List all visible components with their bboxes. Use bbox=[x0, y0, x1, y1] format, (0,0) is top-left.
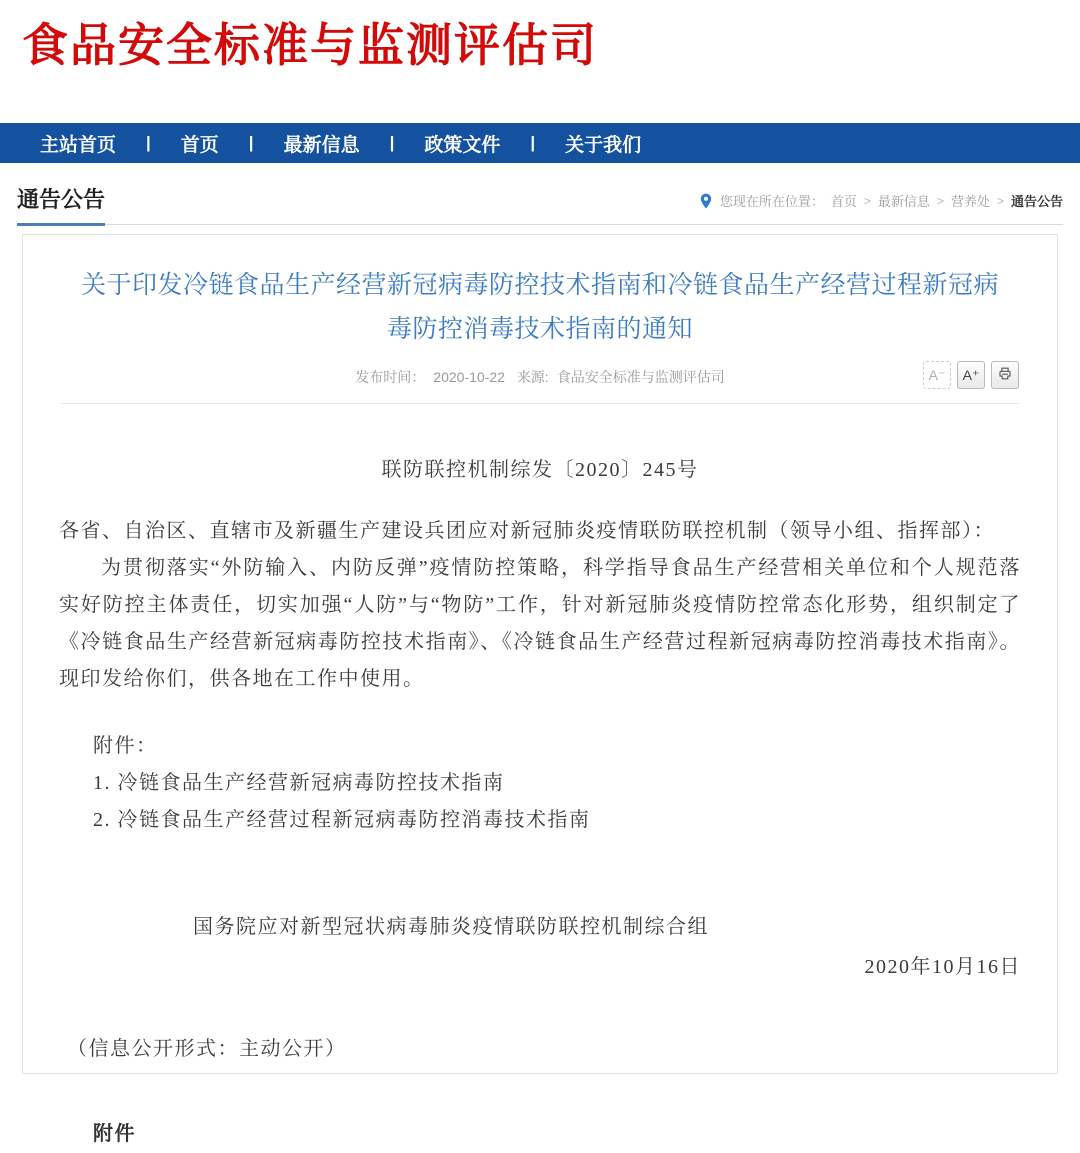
breadcrumb-item-current: 通告公告 bbox=[1010, 194, 1063, 209]
nav-item-about-us[interactable]: 关于我们 bbox=[565, 134, 642, 156]
breadcrumb-separator: > bbox=[863, 193, 871, 208]
nav-separator: | bbox=[530, 133, 536, 152]
breadcrumb-separator: > bbox=[936, 193, 944, 208]
meta-divider bbox=[61, 403, 1019, 404]
article-meta bbox=[59, 361, 1021, 403]
print-button[interactable] bbox=[991, 361, 1019, 389]
signing-date: 2020年10月16日 bbox=[864, 956, 1021, 978]
section-bar bbox=[17, 163, 1063, 225]
attachments-list bbox=[93, 728, 1021, 839]
body-paragraph: 为贯彻落实“外防输入、内防反弹”疫情防控策略，科学指导食品生产经营相关单位和个人规范落实好防控主体责任，切实加强“人防”与“物防”工作，针对新冠肺炎疫情防控常态化形势，组织制定了《冷链食品生产经营新冠病毒防控技术指南》、《冷链食品生产经营过程新冠病毒防控消毒技术指南》。现印发给你们，供各地在工作中使用。 bbox=[59, 557, 1021, 690]
nav-item-home[interactable]: 首页 bbox=[180, 134, 219, 156]
breadcrumb bbox=[699, 191, 1063, 224]
article-toolbar bbox=[923, 361, 1019, 389]
source-label: 来源: bbox=[516, 369, 549, 385]
breadcrumb-item-latest-news[interactable]: 最新信息 bbox=[877, 194, 930, 209]
article-title: 关于印发冷链食品生产经营新冠病毒防控技术指南和冷链食品生产经营过程新冠病毒防控消毒技术指南的通知 bbox=[80, 271, 999, 343]
attachments-label: 附件： bbox=[93, 735, 158, 757]
nav-item-main-site-home[interactable]: 主站首页 bbox=[40, 134, 117, 156]
document-number: 联防联控机制综发〔2020〕245号 bbox=[381, 459, 699, 481]
breadcrumb-separator: > bbox=[996, 193, 1004, 208]
nav-item-latest-news[interactable]: 最新信息 bbox=[283, 134, 360, 156]
nav-item-policy-documents[interactable]: 政策文件 bbox=[424, 134, 501, 156]
article-container bbox=[22, 234, 1058, 1145]
section-title: 通告公告 bbox=[17, 183, 105, 226]
nav-separator: | bbox=[146, 133, 151, 152]
font-decrease-button[interactable]: A⁻ bbox=[923, 361, 951, 389]
publish-time-label: 发布时间： bbox=[355, 369, 426, 385]
location-pin-icon bbox=[699, 193, 713, 209]
attachments-footer-label: 附件 bbox=[93, 1123, 136, 1145]
signing-organization: 国务院应对新型冠状病毒肺炎疫情联防联控机制综合组 bbox=[193, 916, 709, 938]
attachment-item: 1. 冷链食品生产经营新冠病毒防控技术指南 bbox=[93, 772, 505, 794]
printer-icon bbox=[997, 366, 1013, 384]
disclosure-note: （信息公开形式：主动公开） bbox=[67, 1038, 347, 1060]
site-title: 食品安全标准与监测评估司 bbox=[22, 19, 598, 71]
article-body bbox=[59, 452, 1021, 1153]
nav-separator: | bbox=[248, 133, 254, 152]
salutation: 各省、自治区、直辖市及新疆生产建设兵团应对新冠肺炎疫情联防联控机制（领导小组、指挥部）： bbox=[59, 520, 995, 542]
breadcrumb-label: 您现在所在位置： bbox=[719, 194, 824, 209]
breadcrumb-item-home[interactable]: 首页 bbox=[830, 194, 857, 209]
main-nav bbox=[0, 123, 1080, 163]
publish-time-value: 2020-10-22 bbox=[433, 369, 505, 385]
source-value: 食品安全标准与监测评估司 bbox=[556, 369, 725, 385]
site-header bbox=[0, 0, 1080, 123]
nav-separator: | bbox=[389, 133, 395, 152]
font-increase-button[interactable]: A⁺ bbox=[957, 361, 985, 389]
attachment-item: 2. 冷链食品生产经营过程新冠病毒防控消毒技术指南 bbox=[93, 809, 591, 831]
breadcrumb-item-nutrition-division[interactable]: 营养处 bbox=[950, 194, 990, 209]
